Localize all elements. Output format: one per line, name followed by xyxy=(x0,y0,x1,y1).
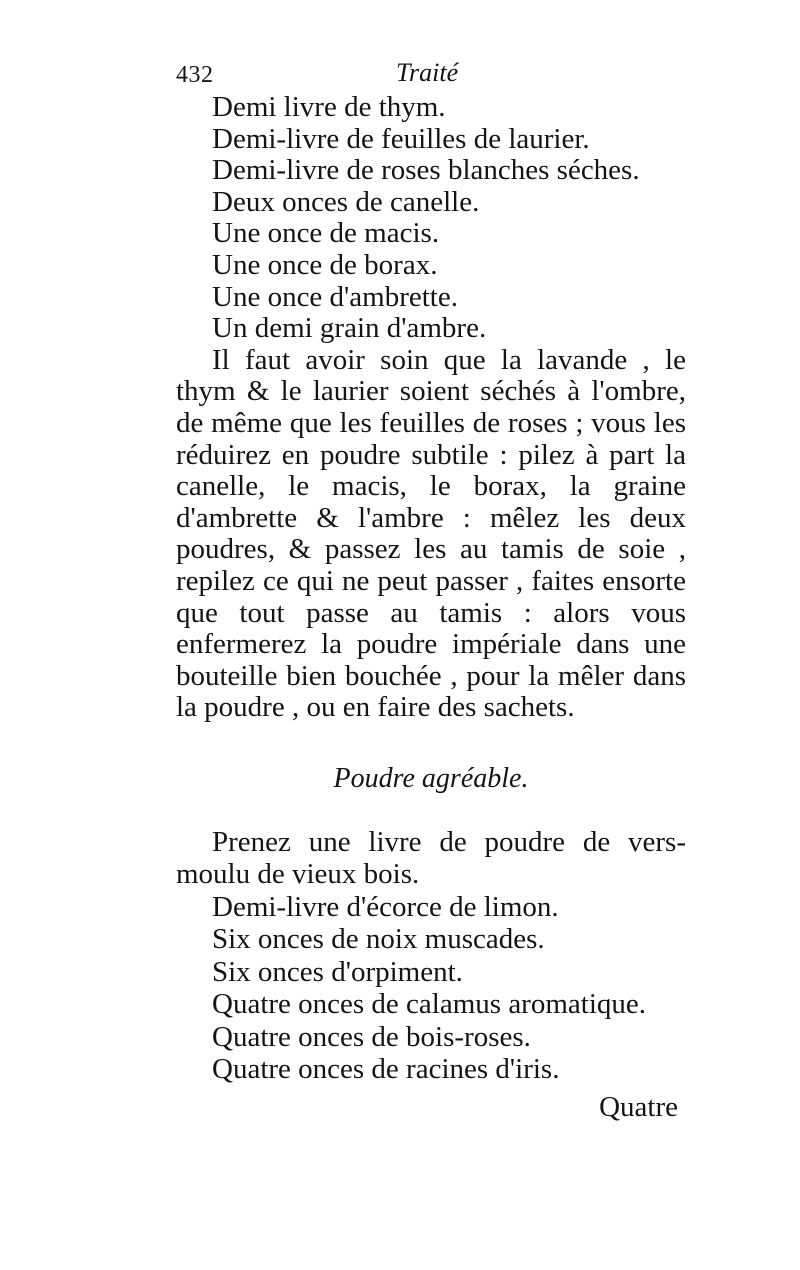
recipe-intro-paragraph: Prenez une livre de poudre de vers-moulu de vieux bois. xyxy=(176,825,686,891)
page-header xyxy=(176,58,686,94)
ingredient-line: Une once d'ambrette. xyxy=(212,280,458,313)
running-head: Traité xyxy=(396,58,459,87)
ingredient-line: Une once de macis. xyxy=(212,217,440,250)
ingredient-line: Une once de borax. xyxy=(212,248,438,281)
ingredient-line: Demi-livre d'écorce de limon. xyxy=(212,890,559,923)
ingredient-line: Deux onces de canelle. xyxy=(212,185,480,218)
ingredient-line: Quatre onces de bois-roses. xyxy=(212,1020,531,1053)
ingredient-list-agreeable-powder xyxy=(176,891,686,1086)
ingredient-line: Six onces de noix muscades. xyxy=(212,923,545,956)
instructions-paragraph: Il faut avoir soin que la lavande , le thym & le laurier soient séchés à l'ombre, de même que les feuilles de roses ; vous les réduirez en poudre subtile : pilez à part la canelle, le macis, le borax, la graine d'ambrette & l'ambre : mêlez les deux poudres, & passez les au tamis de soie , repilez ce qui ne peut passer , faites ensorte que tout passe au tamis : alors vous enfermerez la poudre impériale dans une bouteille bien bouchée , pour la mêler dans la poudre , ou en faire des sachets. xyxy=(176,343,686,724)
ingredient-line: Un demi grain d'ambre. xyxy=(212,312,487,345)
ingredient-line: Demi livre de thym. xyxy=(212,91,446,123)
ingredient-list-imperial-powder xyxy=(176,92,686,345)
ingredient-line: Demi-livre de feuilles de laurier. xyxy=(212,122,590,155)
ingredient-line: Six onces d'orpiment. xyxy=(212,955,463,988)
page-body xyxy=(176,92,686,1124)
page-number: 432 xyxy=(176,62,214,88)
ingredient-line: Quatre onces de racines d'iris. xyxy=(212,1053,560,1086)
ingredient-line: Demi-livre de roses blanches séches. xyxy=(212,154,640,187)
ingredient-line: Quatre onces de calamus aromatique. xyxy=(212,988,647,1021)
catchword: Quatre xyxy=(599,1090,678,1123)
section-title: Poudre agréable. xyxy=(333,762,529,794)
